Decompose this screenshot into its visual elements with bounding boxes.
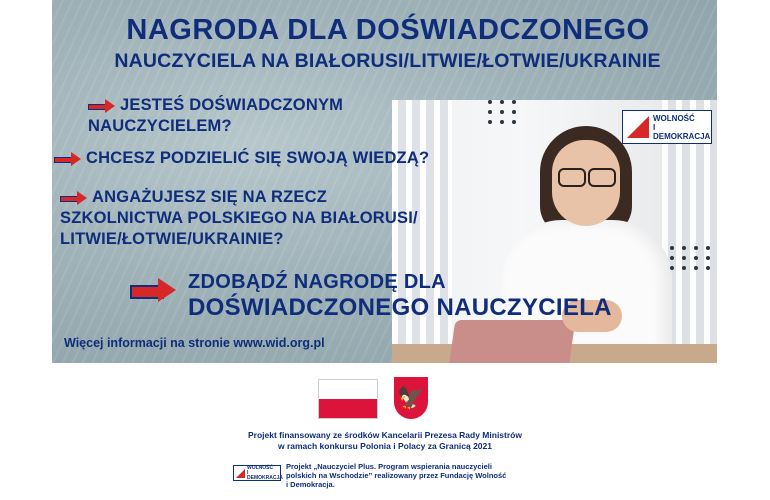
logo-line2: I DEMOKRACJA bbox=[653, 122, 711, 141]
question-1-line1: JESTEŚ DOŚWIADCZONYM bbox=[120, 96, 344, 114]
funding-note bbox=[160, 430, 610, 452]
arrow-right-icon bbox=[130, 279, 178, 301]
wid-logo bbox=[622, 110, 712, 144]
wid-logo-small bbox=[233, 465, 281, 481]
cta-line1: ZDOBĄDŹ NAGRODĘ DLA bbox=[188, 271, 446, 293]
question-2-line1: CHCESZ PODZIELIĆ SIĘ SWOJĄ WIEDZĄ? bbox=[86, 149, 430, 167]
question-3 bbox=[60, 187, 418, 250]
polish-flag bbox=[318, 379, 378, 419]
funding-line2: w ramach konkursu Polonia i Polacy za Granicą 2021 bbox=[277, 441, 492, 451]
question-3-line2: SZKOLNICTWA POLSKIEGO NA BIAŁORUSI/ bbox=[60, 209, 418, 227]
tablet-icon bbox=[449, 320, 576, 363]
arrow-right-icon bbox=[88, 101, 114, 111]
logo-text bbox=[653, 114, 711, 141]
cta-line2: DOŚWIADCZONEGO NAUCZYCIELA bbox=[188, 294, 612, 321]
project-note-line3: i Demokracja. bbox=[286, 480, 335, 489]
question-2 bbox=[54, 148, 429, 169]
funding-line1: Projekt finansowany ze środków Kancelarii Prezesa Rady Ministrów bbox=[248, 430, 522, 440]
question-3-line1: ANGAŻUJESZ SIĘ NA RZECZ bbox=[92, 188, 328, 206]
dots-decoration-top bbox=[488, 100, 518, 124]
logo-triangle-icon bbox=[236, 469, 245, 478]
dots-decoration-right bbox=[670, 246, 712, 270]
info-link-text[interactable]: Więcej informacji na stronie www.wid.org.pl bbox=[64, 336, 325, 350]
headline-line1: NAGRODA DLA DOŚWIADCZONEGO bbox=[126, 14, 650, 46]
question-1 bbox=[88, 95, 343, 137]
polish-emblem-icon: 🦅 bbox=[394, 377, 428, 419]
arrow-right-icon bbox=[54, 154, 80, 164]
project-note-line2: polskich na Wschodzie” realizowany przez Fundację Wolność bbox=[286, 471, 507, 480]
project-note bbox=[286, 462, 586, 489]
arrow-right-icon bbox=[60, 193, 86, 203]
question-1-line2: NAUCZYCIELEM? bbox=[88, 117, 232, 135]
small-logo-line1: WOLNOŚĆ bbox=[247, 464, 274, 471]
banner bbox=[52, 0, 717, 363]
small-logo-line2: I DEMOKRACJA bbox=[247, 469, 283, 481]
question-3-line3: LITWIE/ŁOTWIE/UKRAINIE? bbox=[60, 230, 284, 248]
logo-triangle-icon bbox=[627, 116, 649, 138]
glasses-icon bbox=[558, 168, 586, 187]
headline-line2: NAUCZYCIELA NA BIAŁORUSI/LITWIE/ŁOTWIE/UKRAINIE bbox=[114, 50, 661, 72]
glasses-icon bbox=[588, 168, 616, 187]
logo-line1: WOLNOŚĆ bbox=[653, 113, 695, 123]
project-note-line1: Projekt „Nauczyciel Plus. Program wspierania nauczycieli bbox=[286, 462, 492, 471]
